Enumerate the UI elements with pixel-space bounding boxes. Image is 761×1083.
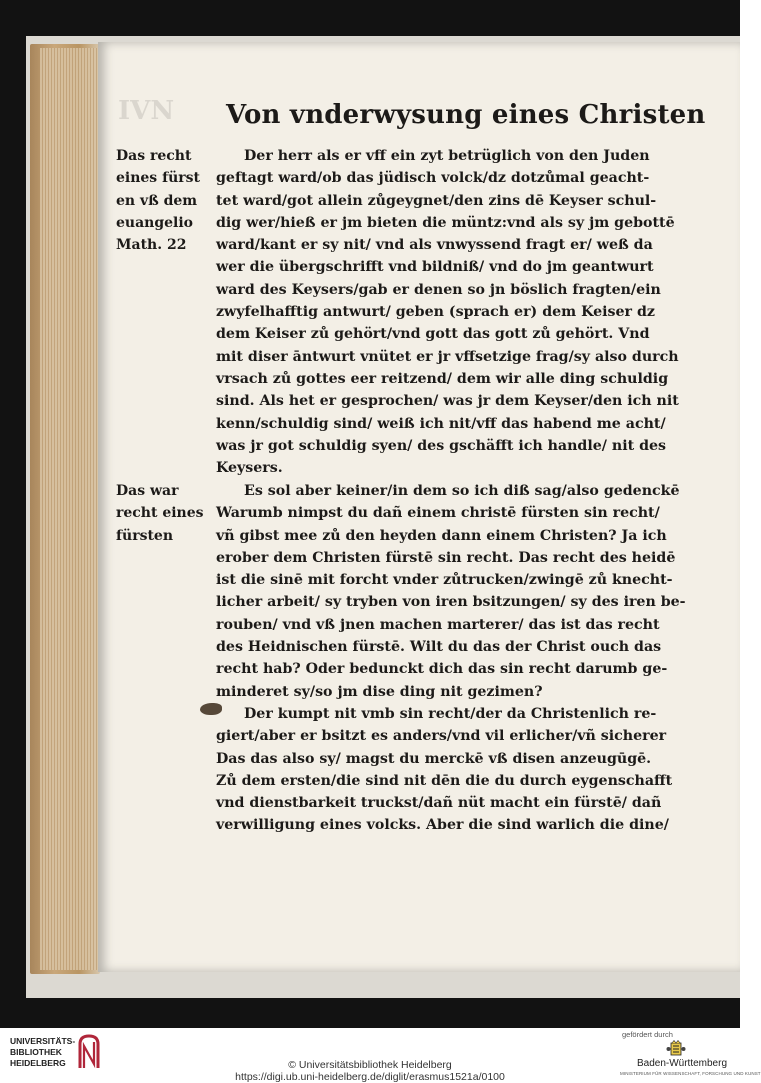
text-line: giert/aber er bsitzt es anders/vnd vil erlicher/vñ sicherer [216,728,667,745]
text-line: kenn/schuldig sind/ weiß ich nit/vff das habend me acht/ [216,415,666,432]
text-line: dig wer/hieß er jm bieten die müntz:vnd als sy jm gebottē [216,214,675,231]
text-line: Der kumpt nit vmb sin recht/der da Christenlich re- [244,706,657,722]
text-line: ward/kant er sy nit/ vnd als vnwyssend fragt er/ weß da [216,237,653,254]
marginal-line: fürsten [116,527,174,544]
text-line: tet ward/got allein zůgeygnet/den zins dē Keyser schul- [216,192,657,209]
marginal-note-1 [116,145,216,256]
library-name: UNIVERSITÄTS- BIBLIOTHEK HEIDELBERG [10,1036,76,1068]
text-line: was jr got schuldig syen/ des gschäfft ich handle/ nit des [216,437,667,454]
text-line: recht hab? Oder bedunckt dich das sin recht darumb ge- [216,661,668,678]
marginal-line: recht eines [116,505,204,522]
marginal-line: euangelio [116,214,194,231]
marginal-line: Das war [116,483,179,499]
body-paragraph-1 [216,145,710,479]
funder-name: Baden-Württemberg [636,1058,728,1069]
funder-ministry: MINISTERIUM FÜR WISSENSCHAFT, FORSCHUNG UND KUNST [620,1071,761,1076]
page-title: Von vnderwysung eines Christen [226,100,706,130]
text-line: Es sol aber keiner/in dem so ich diß sag/also gedenckē [244,483,680,499]
marginal-line: en vß dem [116,192,198,209]
text-line: des Heidnischen fürstē. Wilt du das der Christ ouch das [216,639,662,656]
text-line: dem Keiser zů gehört/vnd gott das gott zů gehört. Vnd [216,326,650,343]
text-line: mit diser āntwurt vnütet er jr vffsetzige frag/sy also durch [216,348,679,365]
text-line: licher arbeit/ sy tryben von iren bsitzungen/ sy des iren be- [216,594,686,611]
text-line: vrsach zů gottes eer reitzend/ dem wir alle ding schuldig [216,370,669,387]
text-line: wer die übergschrifft vnd bildniß/ vnd do jm geantwurt [216,259,654,276]
text-line: rouben/ vnd vß jnen machen marterer/ das ist das recht [216,616,660,633]
text-line: Das das also sy/ magst du merckē vß disen anzeugūgē. [216,750,652,767]
text-line: ist die sinē mit forcht vnder zůtrucken/zwingē zů knecht- [216,572,673,589]
marginal-line: eines fürst [116,170,200,187]
text-line: verwilligung eines volcks. Aber die sind warlich die dine/ [216,817,669,834]
text-line: sind. Als het er gesprochen/ was jr dem Keyser/den ich nit [216,393,679,410]
marginal-note-2 [116,480,216,547]
text-line: Der herr als er vff ein zyt betrüglich von den Juden [244,148,650,164]
bleed-through-mark: IVN [118,96,175,126]
funded-by-label: gefördert durch [622,1030,673,1039]
text-line: Warumb nimpst du dañ einem christē fürsten sin recht/ [216,505,660,522]
text-line: Zů dem ersten/die sind nit dēn die du durch eygenschafft [216,772,673,789]
permalink[interactable]: https://digi.ub.uni-heidelberg.de/diglit/erasmus1521a/0100 [235,1071,505,1083]
text-line: vñ gibst mee zů den heyden dann einem Christen? Ja ich [216,527,667,544]
baden-wuerttemberg-crest-icon [666,1040,686,1056]
text-line: Keysers. [216,460,283,477]
marginal-line: Math. 22 [116,237,187,254]
text-line: geftagt ward/ob das jüdisch volck/dz dotzůmal geacht- [216,170,650,187]
text-line: zwyfelhafftig antwurt/ geben (sprach er) dem Keiser dz [216,304,655,321]
text-line: minderet sy/so jm dise ding nit gezimen? [216,683,543,700]
body-paragraph-2 [216,480,710,703]
page-stack [40,48,98,970]
copyright-text: © Universitätsbibliothek Heidelberg [288,1059,452,1071]
text-line: vnd dienstbarkeit truckst/dañ nüt macht ein fürstē/ dañ [216,795,662,812]
text-line: ward des Keysers/gab er denen so jn böslich fragten/ein [216,281,661,298]
marginal-line: Das recht [116,148,192,164]
text-line: erober dem Christen fürstē sin recht. Das recht des heidē [216,549,676,566]
body-paragraph-3 [216,703,710,837]
